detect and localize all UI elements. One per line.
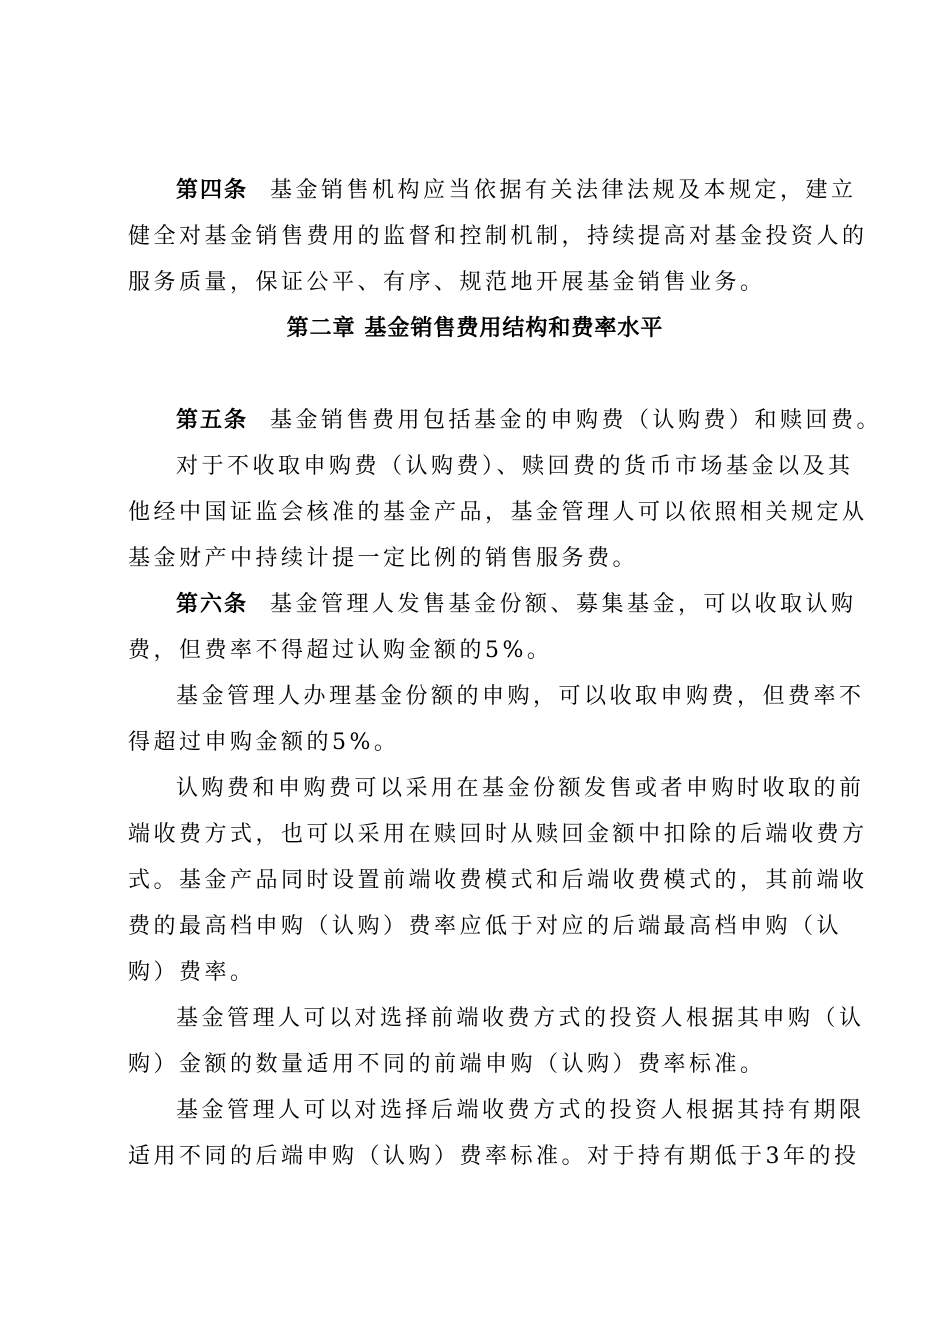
article-6-line-2: 费，但费率不得超过认购金额的5%。 [128, 638, 553, 663]
article-6-label: 第六条 [176, 592, 249, 617]
article-6-para-4-line-2: 购）金额的数量适用不同的前端申购（认购）费率标准。 [128, 1052, 766, 1077]
article-4-line-2: 健全对基金销售费用的监督和控制机制，持续提高对基金投资人的 [128, 224, 868, 249]
article-6-para-3-line-5: 购）费率。 [128, 960, 256, 985]
article-6-line-1 [176, 590, 876, 620]
article-4-line-1 [176, 176, 876, 206]
article-6-para-3-line-2: 端收费方式，也可以采用在赎回时从赎回金额中扣除的后端收费方 [128, 822, 868, 847]
article-5-para-2-line-1: 对于不收取申购费（认购费）、赎回费的货币市场基金以及其 [176, 454, 854, 479]
article-4-text: 基金销售机构应当依据有关法律法规及本规定，建立 [270, 178, 857, 203]
article-5-label: 第五条 [176, 408, 249, 433]
article-5-para-2-line-2: 他经中国证监会核准的基金产品，基金管理人可以依照相关规定从 [128, 500, 868, 525]
article-5-para-2-line-3: 基金财产中持续计提一定比例的销售服务费。 [128, 546, 639, 571]
article-6-para-3-line-1: 认购费和申购费可以采用在基金份额发售或者申购时收取的前 [176, 776, 865, 801]
article-6-para-5-line-2: 适用不同的后端申购（认购）费率标准。对于持有期低于3年的投 [128, 1144, 860, 1169]
article-6-para-4-line-1: 基金管理人可以对选择前端收费方式的投资人根据其申购（认 [176, 1006, 865, 1031]
article-6-para-2-line-2: 得超过申购金额的5%。 [128, 730, 400, 755]
article-5-line-1 [176, 406, 883, 436]
article-4-label: 第四条 [176, 178, 249, 203]
article-6-para-3-line-4: 费的最高档申购（认购）费率应低于对应的后端最高档申购（认 [128, 914, 843, 939]
article-6-para-2-line-1: 基金管理人办理基金份额的申购，可以收取申购费，但费率不 [176, 684, 865, 709]
article-6-para-3-line-3: 式。基金产品同时设置前端收费模式和后端收费模式的，其前端收 [128, 868, 868, 893]
chapter-2-heading: 第二章 基金销售费用结构和费率水平 [286, 316, 664, 341]
article-6-para-5-line-1: 基金管理人可以对选择后端收费方式的投资人根据其持有期限 [176, 1098, 865, 1123]
article-5-text: 基金销售费用包括基金的申购费（认购费）和赎回费。 [270, 408, 883, 433]
article-4-line-3: 服务质量，保证公平、有序、规范地开展基金销售业务。 [128, 270, 766, 295]
article-6-text: 基金管理人发售基金份额、募集基金，可以收取认购 [270, 592, 857, 617]
